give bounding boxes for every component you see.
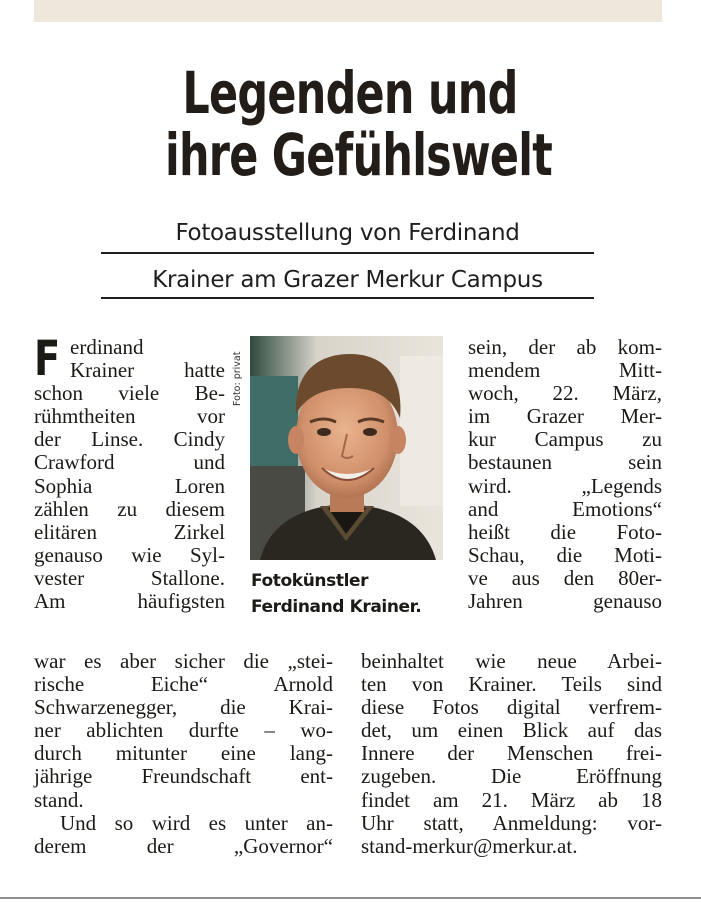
drop-cap: F bbox=[34, 331, 61, 387]
body-line: and Emotions“ bbox=[468, 496, 662, 521]
body-column-1 bbox=[34, 331, 225, 614]
body-line: mendem Mitt- bbox=[468, 358, 662, 383]
body-line: bestaunen sein bbox=[468, 450, 662, 475]
body-column-1-wide bbox=[34, 650, 333, 858]
body-line: stand-merkur@merkur.at. bbox=[361, 833, 578, 858]
body-line: war es aber sicher die „stei- bbox=[34, 649, 333, 673]
body-line: Schau, die Moti- bbox=[468, 542, 662, 567]
body-line: zugeben. Die Eröffnung bbox=[361, 764, 662, 789]
body-line: beinhaltet wie neue Arbei- bbox=[361, 649, 662, 673]
body-line: Und so wird es unter an- bbox=[60, 810, 333, 835]
body-line: wird. „Legends bbox=[468, 473, 662, 498]
body-line: im Grazer Mer- bbox=[468, 404, 662, 429]
body-line: sein, der ab kom- bbox=[468, 335, 662, 359]
body-line: ner ablichten durfte – wo- bbox=[34, 718, 333, 743]
body-line: Jahren genauso bbox=[468, 589, 662, 614]
headline-line: ihre Gefühlswelt bbox=[165, 121, 553, 189]
subheadline-line-1: Fotoausstellung von Ferdinand bbox=[175, 220, 520, 246]
body-line: Krainer hatte bbox=[70, 358, 225, 383]
body-line: Uhr statt, Anmeldung: vor- bbox=[361, 810, 662, 835]
portrait-illustration bbox=[250, 336, 443, 560]
body-line: stand. bbox=[34, 787, 84, 812]
body-line: ten von Krainer. Teils sind bbox=[361, 672, 662, 697]
body-line: Crawford und bbox=[34, 450, 225, 475]
body-line: Sophia Loren bbox=[34, 473, 225, 498]
body-line: ve aus den 80er- bbox=[468, 565, 662, 590]
body-column-3-wide bbox=[361, 650, 662, 858]
portrait-photo bbox=[250, 336, 443, 560]
body-line: Schwarzenegger, die Krai- bbox=[34, 695, 333, 720]
body-line: rische Eiche“ Arnold bbox=[34, 672, 333, 697]
body-line: diese Fotos digital verfrem- bbox=[361, 695, 662, 720]
photo-credit-text: Foto: privat bbox=[232, 351, 243, 406]
body-line: vester Stallone. bbox=[34, 565, 225, 590]
caption-line: Ferdinand Krainer. bbox=[251, 597, 422, 617]
body-column-3 bbox=[468, 336, 662, 613]
body-line: Am häufigsten bbox=[34, 589, 225, 614]
photo-caption bbox=[251, 568, 461, 620]
subheadline-rule-top bbox=[101, 252, 594, 254]
body-line: heißt die Foto- bbox=[468, 519, 662, 544]
headline-line: Legenden und bbox=[182, 59, 518, 127]
body-line: erdinand bbox=[70, 335, 144, 359]
body-line: schon viele Be- bbox=[34, 381, 225, 406]
top-color-band bbox=[34, 0, 662, 22]
body-line: Innere der Menschen frei- bbox=[361, 741, 662, 766]
body-line: zählen zu diesem bbox=[34, 496, 225, 521]
body-line: durch mitunter eine lang- bbox=[34, 741, 333, 766]
body-line: jährige Freundschaft ent- bbox=[34, 764, 333, 789]
photo-credit bbox=[232, 340, 246, 410]
subheadline-rule-bottom bbox=[101, 297, 594, 299]
body-line: woch, 22. März, bbox=[468, 381, 662, 406]
body-line: der Linse. Cindy bbox=[34, 427, 225, 452]
body-line: findet am 21. März ab 18 bbox=[361, 787, 662, 812]
subheadline-line-2: Krainer am Grazer Merkur Campus bbox=[152, 267, 543, 293]
body-line: kur Campus zu bbox=[468, 427, 662, 452]
body-line: rühmtheiten vor bbox=[34, 404, 225, 429]
caption-line: Fotokünstler bbox=[251, 571, 369, 591]
body-line: elitären Zirkel bbox=[34, 519, 225, 544]
headline bbox=[165, 59, 553, 189]
body-line: genauso wie Syl- bbox=[34, 542, 225, 567]
body-line: derem der „Governor“ bbox=[34, 833, 333, 858]
body-line: det, um einen Blick auf das bbox=[361, 718, 662, 743]
bottom-rule bbox=[0, 897, 701, 899]
